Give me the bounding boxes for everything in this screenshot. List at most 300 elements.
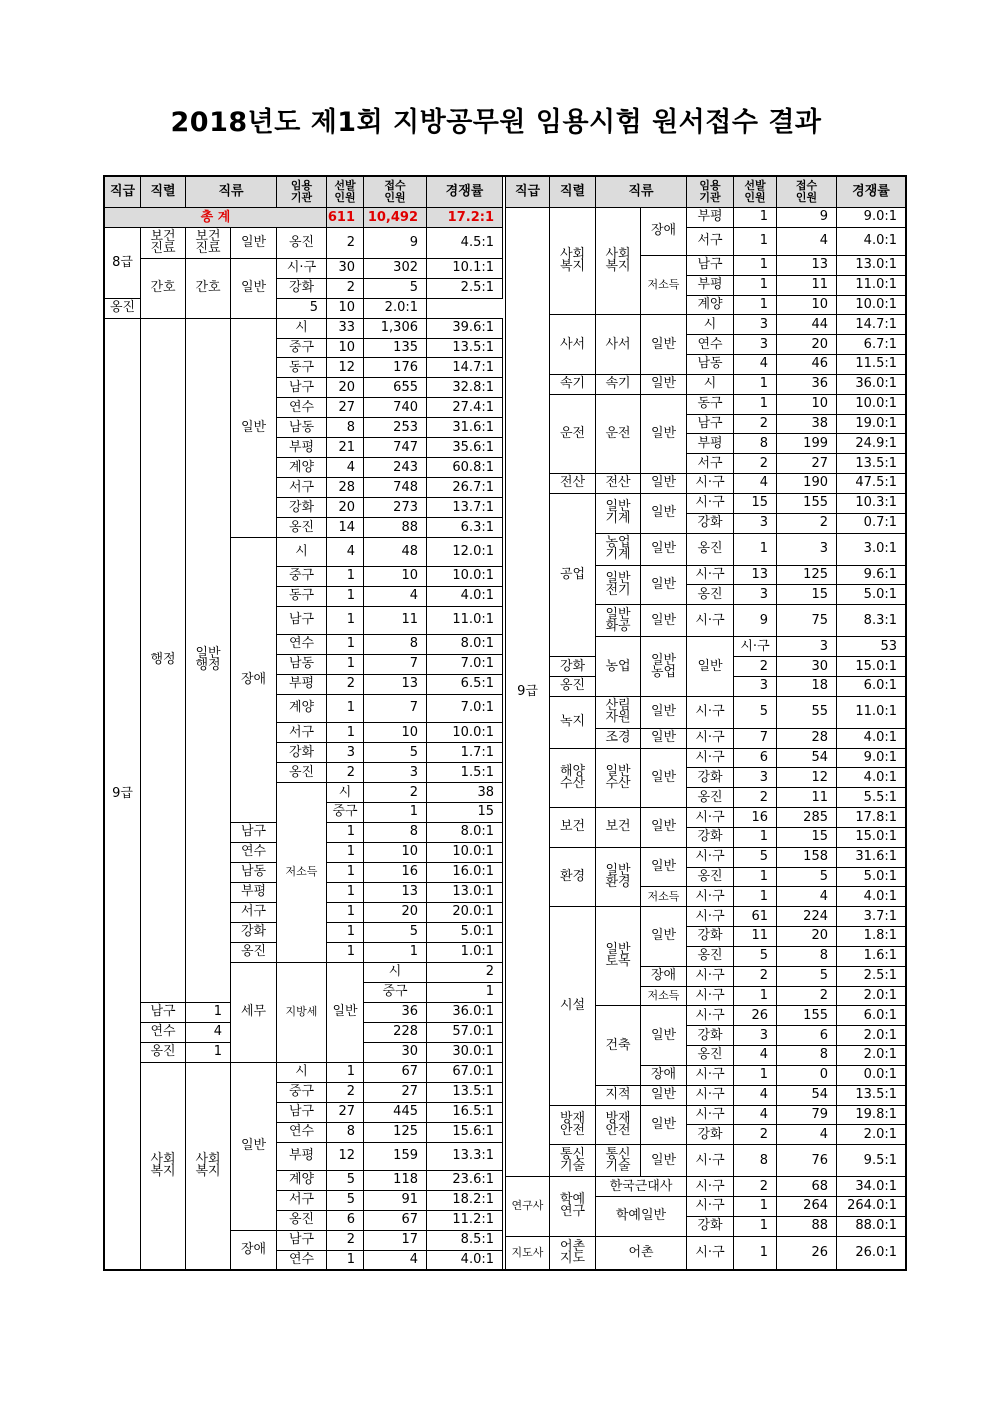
agency-cell: 중구 (277, 566, 327, 586)
ratio-cell: 4.0:1 (837, 728, 906, 748)
ratio-cell: 12.0:1 (427, 538, 503, 566)
select-cell: 2 (427, 962, 503, 982)
type-cell: 일반 (641, 533, 687, 565)
select-cell: 1 (734, 533, 777, 565)
apply-header: 접수 인원 (364, 176, 427, 208)
class-cell: 지방세 (277, 962, 327, 1062)
select-cell: 2 (734, 657, 777, 677)
select-cell: 1 (327, 634, 364, 654)
agency-cell: 연수 (277, 634, 327, 654)
agency-cell: 남구 (687, 255, 734, 275)
apply-cell: 125 (364, 1122, 427, 1142)
agency-cell: 부평 (231, 882, 277, 902)
select-cell: 27 (327, 398, 364, 418)
select-cell: 1 (327, 922, 364, 942)
agency-cell: 시 (277, 1062, 327, 1082)
total-label: 총 계 (105, 208, 327, 228)
agency-cell: 남구 (687, 414, 734, 434)
agency-cell: 남구 (277, 1230, 327, 1250)
ratio-cell: 14.7:1 (837, 315, 906, 335)
select-cell: 2 (734, 454, 777, 474)
class-cell: 농업 기계 (596, 533, 641, 565)
agency-cell: 서구 (277, 1190, 327, 1210)
apply-cell: 54 (777, 1085, 837, 1105)
apply-cell: 79 (777, 1105, 837, 1125)
agency-cell: 강화 (687, 1125, 734, 1145)
ratio-cell: 34.0:1 (837, 1177, 906, 1197)
agency-cell: 부평 (277, 674, 327, 694)
series-cell: 사회 복지 (550, 208, 596, 315)
select-cell: 5 (327, 1171, 364, 1191)
apply-cell: 285 (777, 808, 837, 828)
agency-cell: 옹진 (687, 946, 734, 966)
apply-cell: 8 (777, 946, 837, 966)
class-cell: 통신 기술 (596, 1145, 641, 1177)
select-cell: 30 (327, 258, 364, 278)
agency-cell: 옹진 (687, 867, 734, 887)
select-cell: 6 (734, 748, 777, 768)
agency-cell: 시·구 (687, 1236, 734, 1270)
type-cell: 일반 (641, 696, 687, 728)
ratio-cell: 19.8:1 (837, 1105, 906, 1125)
type-cell: 일반 (327, 962, 364, 1062)
total-row (105, 208, 503, 228)
agency-cell: 서구 (231, 902, 277, 922)
select-cell: 20 (327, 498, 364, 518)
apply-cell: 302 (364, 258, 427, 278)
select-cell: 5 (734, 946, 777, 966)
apply-cell: 76 (777, 1145, 837, 1177)
agency-cell: 시·구 (687, 748, 734, 768)
class-cell: 방재 안전 (596, 1105, 641, 1145)
agency-cell: 남구 (141, 1002, 186, 1022)
select-cell: 3 (777, 637, 837, 657)
ratio-cell: 88.0:1 (837, 1216, 906, 1236)
agency-cell: 계양 (687, 295, 734, 315)
ratio-cell: 24.9:1 (837, 434, 906, 454)
apply-cell: 155 (777, 1006, 837, 1026)
agency-cell: 시·구 (687, 808, 734, 828)
select-cell: 2 (734, 414, 777, 434)
agency-cell: 부평 (687, 434, 734, 454)
class-cell: 일반 수산 (596, 748, 641, 807)
apply-cell: 28 (777, 728, 837, 748)
class-cell: 사회 복지 (186, 1062, 231, 1270)
apply-cell: 748 (364, 478, 427, 498)
series-cell: 농업 (596, 637, 641, 696)
ratio-cell: 2.0:1 (837, 1125, 906, 1145)
select-cell: 3 (734, 315, 777, 335)
apply-cell: 3 (777, 533, 837, 565)
select-cell: 2 (327, 763, 364, 783)
type-cell: 일반 (641, 565, 687, 605)
ratio-cell: 27.4:1 (427, 398, 503, 418)
select-cell: 1 (327, 566, 364, 586)
apply-cell: 26 (777, 1236, 837, 1270)
apply-cell: 38 (427, 783, 503, 803)
ratio-cell: 57.0:1 (427, 1022, 503, 1042)
class-cell: 일반 환경 (596, 847, 641, 906)
select-cell: 14 (327, 518, 364, 538)
type-cell: 장애 (641, 1065, 687, 1085)
select-cell: 1 (734, 827, 777, 847)
ratio-cell: 17.8:1 (837, 808, 906, 828)
agency-cell: 중구 (327, 803, 364, 823)
apply-cell: 15 (777, 827, 837, 847)
class-cell: 어촌 (596, 1236, 687, 1270)
agency-cell: 옹진 (687, 533, 734, 565)
series-cell: 방재 안전 (550, 1105, 596, 1145)
apply-cell: 44 (777, 315, 837, 335)
apply-cell: 13 (364, 882, 427, 902)
type-cell: 일반 (641, 493, 687, 533)
table-row (105, 318, 503, 338)
select-cell: 2 (734, 788, 777, 808)
apply-cell: 8 (364, 822, 427, 842)
ratio-cell: 8.0:1 (427, 822, 503, 842)
select-cell: 3 (734, 1026, 777, 1046)
select-cell: 3 (734, 585, 777, 605)
type-cell: 일반 (231, 258, 277, 318)
apply-cell: 9 (777, 208, 837, 228)
grade-header: 직급 (105, 176, 141, 208)
agency-cell: 강화 (687, 1026, 734, 1046)
select-cell: 1 (327, 586, 364, 606)
agency-cell: 시·구 (687, 1006, 734, 1026)
select-header: 선발 인원 (327, 176, 364, 208)
ratio-cell: 5.0:1 (427, 922, 503, 942)
apply-cell: 1 (364, 942, 427, 962)
apply-cell: 190 (777, 474, 837, 494)
select-cell: 1 (734, 394, 777, 414)
select-cell: 1 (327, 882, 364, 902)
series-header: 직렬 (550, 176, 596, 208)
ratio-cell: 2.5:1 (427, 278, 503, 298)
series-cell: 시설 (550, 907, 596, 1105)
ratio-cell: 264.0:1 (837, 1197, 906, 1217)
ratio-cell: 10.0:1 (837, 394, 906, 414)
apply-cell: 158 (777, 847, 837, 867)
apply-cell: 88 (777, 1216, 837, 1236)
class-cell: 전산 (596, 474, 641, 494)
table-row (506, 808, 906, 828)
apply-cell: 16 (364, 862, 427, 882)
select-cell: 2 (327, 278, 364, 298)
agency-cell: 연수 (687, 335, 734, 355)
agency-cell: 시·구 (687, 1105, 734, 1125)
series-cell: 사서 (550, 315, 596, 374)
ratio-cell: 15.0:1 (837, 827, 906, 847)
select-cell: 8 (327, 1122, 364, 1142)
select-cell: 1 (186, 1002, 231, 1022)
table-row (506, 907, 906, 927)
table-row (506, 1145, 906, 1177)
class-cell: 일반 전기 (596, 565, 641, 605)
table-row (506, 374, 906, 394)
agency-cell: 시·구 (687, 966, 734, 986)
total-select: 611 (327, 208, 364, 228)
apply-cell: 36 (777, 374, 837, 394)
agency-cell: 시·구 (687, 986, 734, 1006)
select-cell: 1 (364, 803, 427, 823)
grade-cell: 연구사 (506, 1177, 550, 1236)
agency-cell: 시·구 (687, 474, 734, 494)
class-cell: 일반 기계 (596, 493, 641, 533)
ratio-cell: 10.0:1 (427, 723, 503, 743)
apply-cell: 68 (777, 1177, 837, 1197)
agency-cell: 옹진 (277, 228, 327, 258)
agency-cell: 옹진 (687, 788, 734, 808)
table-row (506, 315, 906, 335)
type-cell: 일반 (641, 315, 687, 374)
ratio-cell: 0.7:1 (837, 513, 906, 533)
ratio-cell: 6.7:1 (837, 335, 906, 355)
type-cell: 일반 (641, 847, 687, 887)
agency-cell: 남동 (231, 862, 277, 882)
ratio-cell: 36.0:1 (837, 374, 906, 394)
apply-cell: 4 (777, 227, 837, 255)
type-cell: 일반 (641, 474, 687, 494)
ratio-cell: 11.0:1 (837, 696, 906, 728)
class-cell: 보건 (596, 808, 641, 848)
class-cell: 보건 진료 (186, 228, 231, 258)
apply-cell: 273 (364, 498, 427, 518)
apply-cell: 1,306 (364, 318, 427, 338)
apply-cell: 10 (364, 842, 427, 862)
type-cell: 일반 (641, 374, 687, 394)
class-cell: 산림 자원 (596, 696, 641, 728)
agency-cell: 강화 (687, 927, 734, 947)
apply-cell: 135 (364, 338, 427, 358)
agency-cell: 부평 (277, 438, 327, 458)
agency-cell: 시·구 (687, 887, 734, 907)
agency-cell: 연수 (141, 1022, 186, 1042)
apply-cell: 11 (777, 788, 837, 808)
select-cell: 1 (327, 862, 364, 882)
series-cell: 전산 (550, 474, 596, 494)
series-cell: 행정 (141, 318, 186, 1002)
apply-cell: 88 (364, 518, 427, 538)
ratio-cell: 5.0:1 (837, 867, 906, 887)
select-cell: 1 (734, 887, 777, 907)
type-cell: 일반 (641, 907, 687, 966)
ratio-cell: 32.8:1 (427, 378, 503, 398)
class-cell: 일반 행정 (186, 318, 231, 1002)
ratio-cell: 1.6:1 (837, 946, 906, 966)
select-cell: 12 (327, 1142, 364, 1170)
agency-cell: 시 (327, 783, 364, 803)
select-cell: 10 (327, 338, 364, 358)
type-cell: 장애 (231, 1230, 277, 1270)
select-cell: 1 (327, 606, 364, 634)
agency-cell: 시 (687, 315, 734, 335)
agency-cell: 옹진 (277, 518, 327, 538)
select-cell: 15 (734, 493, 777, 513)
agency-cell: 서구 (687, 454, 734, 474)
apply-cell: 30 (777, 657, 837, 677)
ratio-cell: 9.5:1 (837, 1145, 906, 1177)
ratio-cell: 15.6:1 (427, 1122, 503, 1142)
apply-cell: 53 (837, 637, 906, 657)
agency-cell: 시·구 (687, 493, 734, 513)
header-row (506, 176, 906, 208)
apply-cell: 8 (364, 634, 427, 654)
apply-cell: 10 (364, 566, 427, 586)
agency-cell: 강화 (277, 498, 327, 518)
apply-cell: 11 (364, 606, 427, 634)
select-cell: 1 (734, 208, 777, 228)
series-cell: 속기 (550, 374, 596, 394)
apply-cell: 10 (364, 723, 427, 743)
agency-cell: 강화 (277, 278, 327, 298)
table-row (105, 1062, 503, 1082)
agency-cell: 부평 (277, 1142, 327, 1170)
ratio-cell: 10.0:1 (837, 295, 906, 315)
apply-cell: 15 (427, 803, 503, 823)
type-cell: 일반 (641, 1105, 687, 1145)
agency-cell: 시·구 (687, 1197, 734, 1217)
select-cell: 21 (327, 438, 364, 458)
apply-cell: 118 (364, 1171, 427, 1191)
agency-cell: 동구 (277, 586, 327, 606)
total-apply: 10,492 (364, 208, 427, 228)
select-cell: 33 (327, 318, 364, 338)
ratio-cell: 36.0:1 (427, 1002, 503, 1022)
ratio-cell: 20.0:1 (427, 902, 503, 922)
class-cell: 속기 (596, 374, 641, 394)
apply-cell: 224 (777, 907, 837, 927)
select-cell: 1 (327, 654, 364, 674)
table-row (506, 1105, 906, 1125)
class-header: 직류 (186, 176, 277, 208)
table-row (506, 208, 906, 228)
ratio-cell: 10.1:1 (427, 258, 503, 278)
agency-header: 임용 기관 (687, 176, 734, 208)
select-cell: 4 (734, 1105, 777, 1125)
agency-cell: 시·구 (687, 1065, 734, 1085)
ratio-cell: 2.0:1 (837, 1046, 906, 1066)
apply-cell: 36 (364, 1002, 427, 1022)
table-row (105, 228, 503, 258)
apply-cell: 747 (364, 438, 427, 458)
apply-cell: 67 (364, 1062, 427, 1082)
class-cell: 학예일반 (596, 1197, 687, 1237)
select-cell: 1 (734, 867, 777, 887)
type-cell: 일반 (641, 808, 687, 848)
agency-cell: 시·구 (687, 1177, 734, 1197)
table-row (506, 1236, 906, 1270)
apply-cell: 228 (364, 1022, 427, 1042)
select-cell: 12 (327, 358, 364, 378)
apply-cell: 5 (364, 278, 427, 298)
apply-cell: 2 (777, 986, 837, 1006)
agency-cell: 강화 (277, 743, 327, 763)
select-cell: 61 (734, 907, 777, 927)
apply-cell: 9 (364, 228, 427, 258)
apply-cell: 8 (777, 1046, 837, 1066)
apply-cell: 20 (364, 902, 427, 922)
select-cell: 2 (734, 1177, 777, 1197)
type-cell: 저소득 (277, 783, 327, 963)
agency-cell: 옹진 (105, 298, 141, 318)
apply-cell: 48 (364, 538, 427, 566)
select-cell: 8 (327, 418, 364, 438)
agency-cell: 옹진 (231, 942, 277, 962)
apply-cell: 5 (364, 922, 427, 942)
type-cell: 저소득 (641, 986, 687, 1006)
apply-cell: 13 (364, 674, 427, 694)
agency-cell: 계양 (277, 694, 327, 722)
ratio-cell: 18.2:1 (427, 1190, 503, 1210)
type-cell: 일반 (641, 1145, 687, 1177)
ratio-cell: 35.6:1 (427, 438, 503, 458)
apply-cell: 20 (777, 335, 837, 355)
agency-cell: 시·구 (734, 637, 777, 657)
select-cell: 3 (734, 335, 777, 355)
series-cell: 통신 기술 (550, 1145, 596, 1177)
right-results-table (505, 175, 906, 1271)
ratio-cell: 11.0:1 (837, 275, 906, 295)
select-cell: 4 (186, 1022, 231, 1042)
agency-cell: 부평 (687, 275, 734, 295)
agency-cell: 남구 (277, 1102, 327, 1122)
apply-cell: 13 (777, 255, 837, 275)
ratio-cell: 3.0:1 (837, 533, 906, 565)
agency-cell: 서구 (687, 227, 734, 255)
class-cell: 운전 (596, 394, 641, 473)
agency-cell: 서구 (277, 723, 327, 743)
series-cell: 녹지 (550, 696, 596, 748)
select-cell: 4 (734, 1046, 777, 1066)
ratio-cell: 1.8:1 (837, 927, 906, 947)
agency-cell: 시 (364, 962, 427, 982)
table-row (506, 474, 906, 494)
apply-cell: 12 (777, 768, 837, 788)
ratio-cell: 14.7:1 (427, 358, 503, 378)
select-cell: 2 (327, 228, 364, 258)
ratio-cell: 11.0:1 (427, 606, 503, 634)
grade-cell: 9급 (506, 208, 550, 1177)
select-cell: 1 (186, 1042, 231, 1062)
agency-cell: 남구 (277, 606, 327, 634)
agency-cell: 남구 (231, 822, 277, 842)
ratio-cell: 2.0:1 (837, 986, 906, 1006)
apply-cell: 125 (777, 565, 837, 585)
table-row (506, 493, 906, 513)
select-cell: 20 (327, 378, 364, 398)
ratio-cell: 3.7:1 (837, 907, 906, 927)
select-cell: 2 (327, 1230, 364, 1250)
table-row (506, 394, 906, 414)
select-cell: 8 (734, 1145, 777, 1177)
grade-cell: 지도사 (506, 1236, 550, 1270)
ratio-cell: 1.7:1 (427, 743, 503, 763)
apply-cell: 176 (364, 358, 427, 378)
table-row (105, 258, 503, 278)
apply-cell: 5 (777, 966, 837, 986)
apply-cell: 445 (364, 1102, 427, 1122)
grade-cell: 8급 (105, 228, 141, 298)
agency-cell: 동구 (277, 358, 327, 378)
agency-cell: 옹진 (277, 1210, 327, 1230)
type-cell: 일반 (231, 318, 277, 538)
ratio-cell: 2.0:1 (837, 1026, 906, 1046)
class-cell: 일반 농업 (641, 637, 687, 696)
class-cell: 일반 토목 (596, 907, 641, 1006)
select-cell: 1 (734, 1236, 777, 1270)
ratio-cell: 13.5:1 (837, 1085, 906, 1105)
agency-cell: 시·구 (687, 907, 734, 927)
